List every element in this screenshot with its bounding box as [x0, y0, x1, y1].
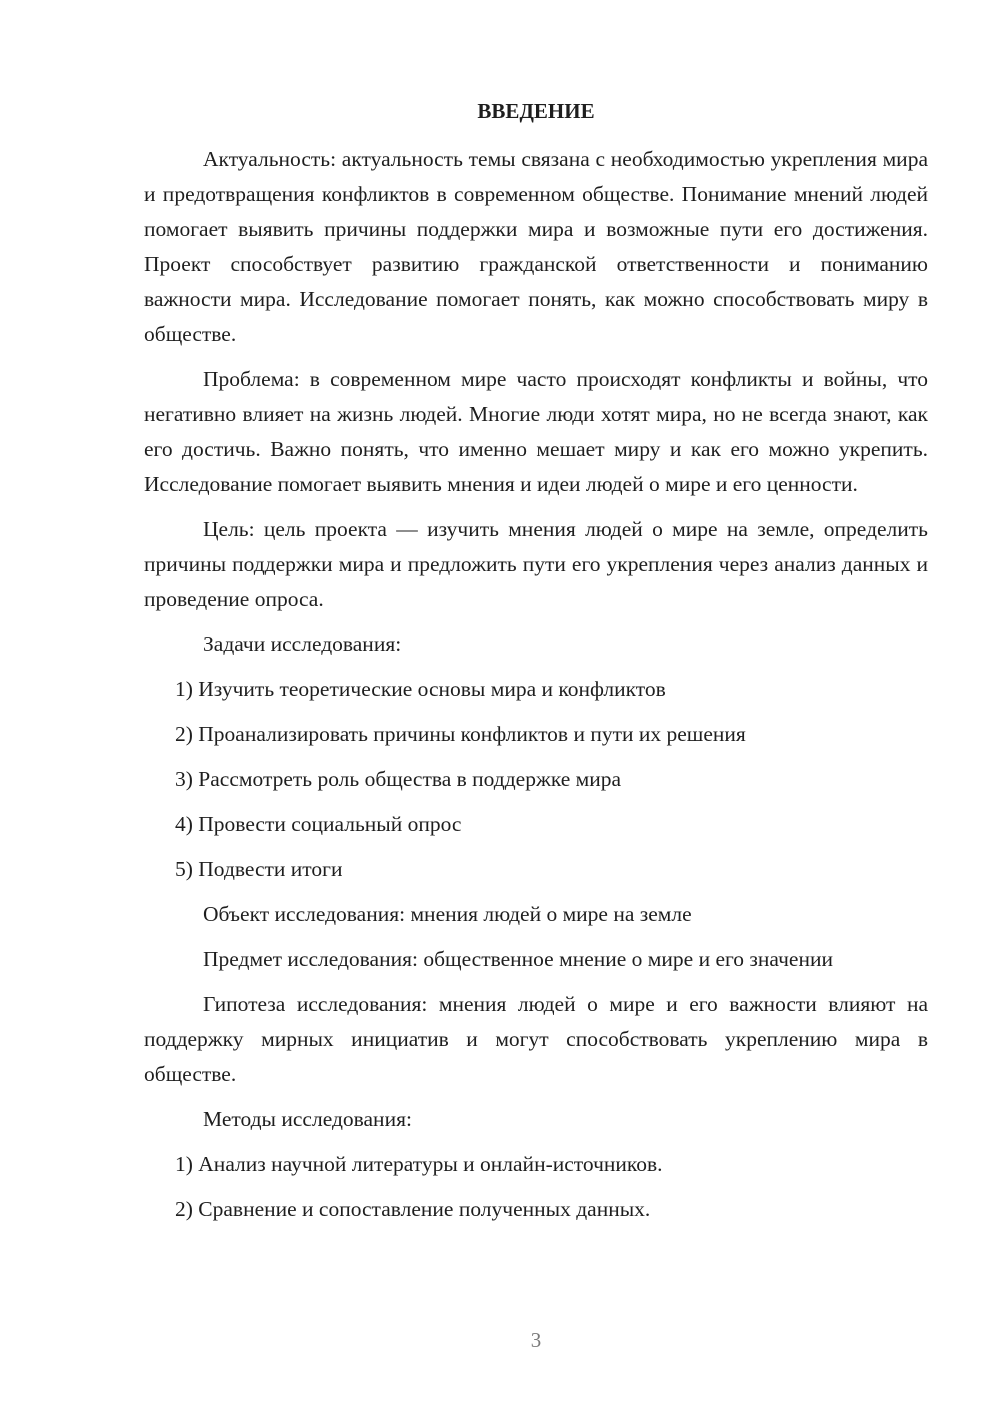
method-item: 2) Сравнение и сопоставление полученных данных. — [175, 1197, 651, 1221]
tasks-heading: Задачи исследования: — [203, 632, 402, 656]
section-title: ВВЕДЕНИЕ — [477, 99, 595, 123]
task-item: 4) Провести социальный опрос — [175, 812, 462, 836]
task-item: 1) Изучить теоретические основы мира и конфликтов — [175, 677, 666, 701]
task-item: 3) Рассмотреть роль общества в поддержке мира — [175, 767, 622, 791]
methods-heading: Методы исследования: — [203, 1107, 412, 1131]
research-subject: Предмет исследования: общественное мнение о мире и его значении — [203, 947, 833, 971]
research-object: Объект исследования: мнения людей о мире на земле — [203, 902, 692, 926]
task-item: 2) Проанализировать причины конфликтов и пути их решения — [175, 722, 746, 746]
goal-paragraph: Цель: цель проекта — изучить мнения людей о мире на земле, определить причины поддержки мира и предложить пути его укрепления через анализ данных и проведение опроса. — [144, 517, 928, 611]
method-item: 1) Анализ научной литературы и онлайн-источников. — [175, 1152, 663, 1176]
problem-paragraph: Проблема: в современном мире часто происходят конфликты и войны, что негативно влияет на жизнь людей. Многие люди хотят мира, но не всегда знают, как его достичь. Важно понять, что именно мешает миру и как его можно укрепить. Исследование помогает выявить мнения и идеи людей о мире и его ценности. — [144, 367, 928, 496]
document-page — [144, 96, 928, 1237]
hypothesis-paragraph: Гипотеза исследования: мнения людей о мире и его важности влияют на поддержку мирных инициатив и могут способствовать укреплению мира в обществе. — [144, 992, 928, 1086]
relevance-paragraph: Актуальность: актуальность темы связана с необходимостью укрепления мира и предотвращения конфликтов в современном обществе. Понимание мнений людей помогает выявить причины поддержки мира и возможные пути его достижения. Проект способствует развитию гражданской ответственности и пониманию важности мира. Исследование помогает понять, как можно способствовать миру в обществе. — [144, 147, 928, 346]
task-item: 5) Подвести итоги — [175, 857, 343, 881]
page-number: 3 — [530, 1328, 542, 1352]
